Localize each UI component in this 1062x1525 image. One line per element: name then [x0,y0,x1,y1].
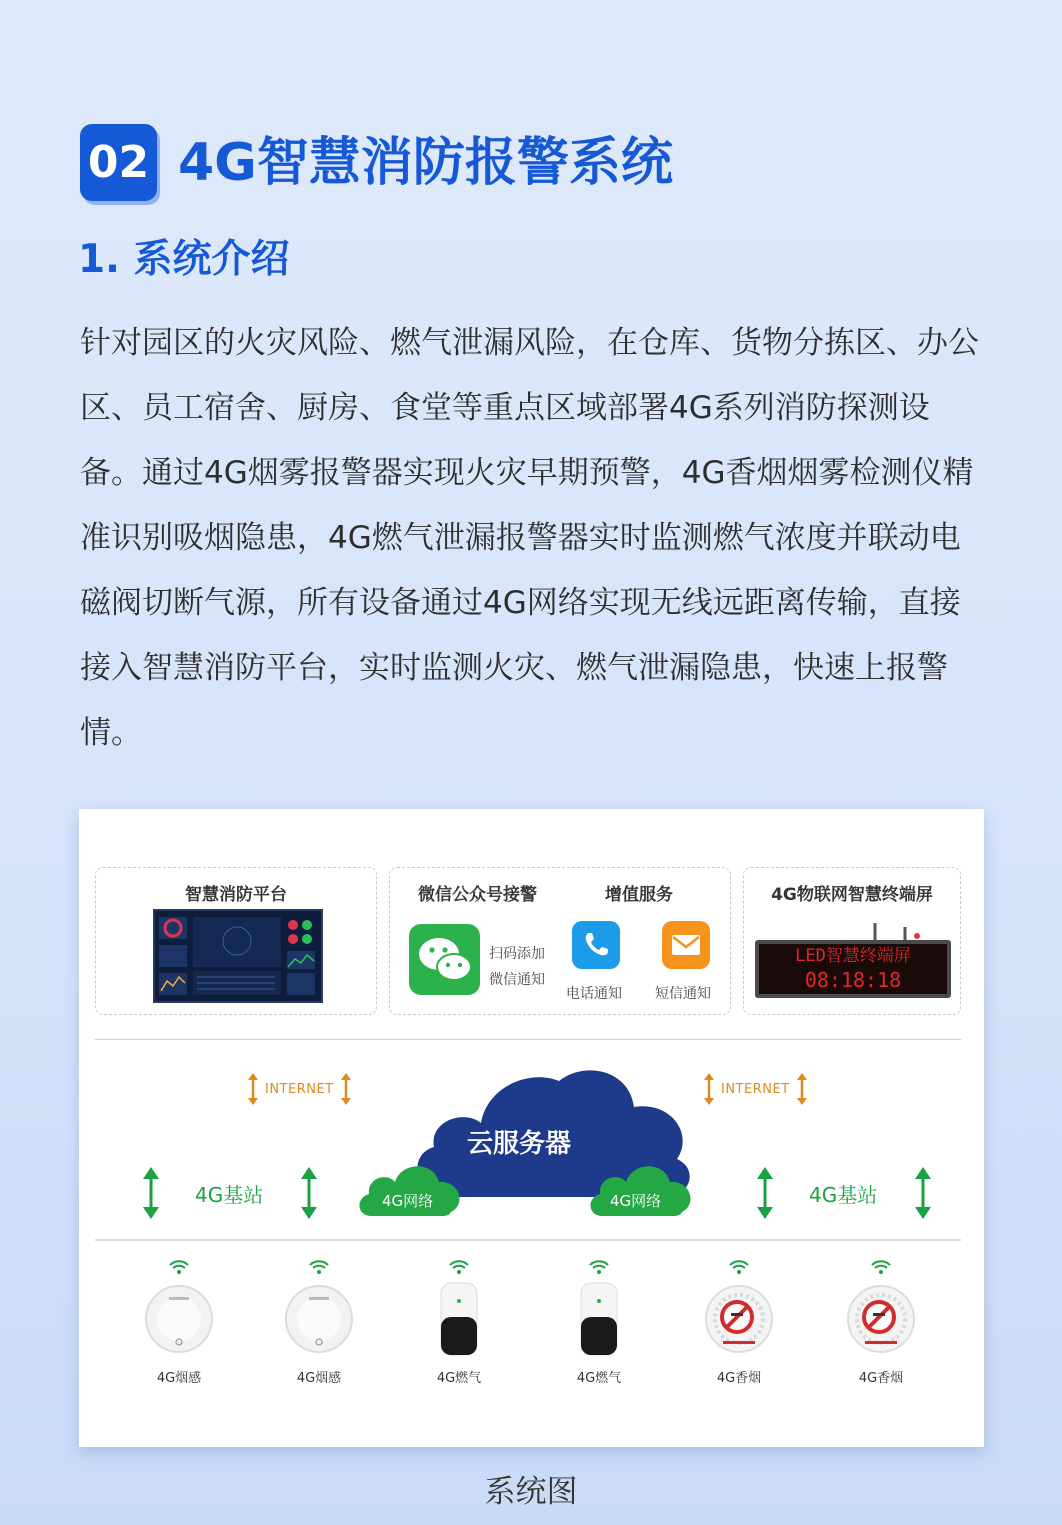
device-smoke-sensor [259,1259,379,1386]
led-display [755,940,951,998]
device-label: 4G烟感 [296,1371,342,1386]
cig-detector-icon [821,1279,941,1359]
internet-link-right [703,1071,808,1107]
page-title: 4G智慧消防报警系统 [178,133,673,193]
intro-paragraph: 针对园区的火灾风险、燃气泄漏风险，在仓库、货物分拣区、办公区、员工宿舍、厨房、食堂等重点区域部署4G系列消防探测设备。通过4G烟雾报警器实现火灾早期预警，4G香烟烟雾检测仪精准识别吸烟隐患，4G燃气泄漏报警器实时监测燃气浓度并联动电磁阀切断气源，所有设备通过4G网络实现无线远距离传输，直接接入智慧消防平台，实时监测火灾、燃气泄漏隐患，快速上报警情。 [80,325,979,751]
smoke-detector-icon [119,1279,239,1359]
orange-double-arrow-icon [796,1071,808,1107]
gas-detector-icon [399,1279,519,1359]
device-gas-sensor [539,1259,659,1386]
internet-link-left [247,1071,352,1107]
led-screen-title: 4G物联网智慧终端屏 [771,885,933,905]
device-gas-sensor [399,1259,519,1386]
wifi-signal-icon [119,1259,239,1279]
orange-divider [95,1039,961,1040]
section-number-badge: 02 [80,124,157,201]
green-double-arrow-icon [141,1165,161,1221]
value-service-title: 增值服务 [605,885,673,905]
figure-caption: 系统图 [484,1474,578,1510]
wechat-desc-line1: 扫码添加 [489,946,545,962]
internet-label-left: INTERNET [265,1081,334,1097]
base-station-right [755,1165,933,1221]
phone-icon [572,921,620,969]
smoke-detector-icon [259,1279,379,1359]
device-label: 4G燃气 [436,1371,482,1386]
led-line-1: LED智慧终端屏 [795,946,911,966]
section-heading: 1. 系统介绍 [78,237,290,282]
4g-network-label-right: 4G网络 [610,1192,662,1210]
device-label: 4G香烟 [858,1371,904,1386]
green-double-arrow-icon [755,1165,775,1221]
wifi-signal-icon [679,1259,799,1279]
platform-title: 智慧消防平台 [185,885,287,905]
device-smoke-sensor [119,1259,239,1386]
sms-label: 短信通知 [655,986,711,1002]
led-line-2: 08:18:18 [804,968,902,992]
dashboard-screenshot [153,909,323,1003]
base-station-left [141,1165,319,1221]
wechat-title: 微信公众号接警 [418,885,537,905]
internet-label-right: INTERNET [721,1081,790,1097]
base-station-label-left: 4G基站 [195,1182,264,1207]
device-cig-sensor [821,1259,941,1386]
cig-detector-icon [679,1279,799,1359]
wifi-signal-icon [259,1259,379,1279]
orange-double-arrow-icon [703,1071,715,1107]
wifi-signal-icon [539,1259,659,1279]
device-label: 4G烟感 [156,1371,202,1386]
orange-double-arrow-icon [340,1071,352,1107]
led-antenna-icon [755,921,951,941]
gray-divider [95,1239,961,1241]
base-station-label-right: 4G基站 [809,1182,878,1207]
system-diagram [79,809,984,1447]
phone-label: 电话通知 [566,986,622,1002]
device-label: 4G香烟 [716,1371,762,1386]
green-cloud-right-icon [586,1154,698,1222]
sms-icon [662,921,710,969]
gas-detector-icon [539,1279,659,1359]
orange-double-arrow-icon [247,1071,259,1107]
wifi-signal-icon [399,1259,519,1279]
cloud-server-label: 云服务器 [467,1129,572,1159]
device-label: 4G燃气 [576,1371,622,1386]
wechat-desc-line2: 微信通知 [489,972,545,988]
green-double-arrow-icon [913,1165,933,1221]
wechat-icon [409,924,480,995]
green-cloud-left-icon [355,1154,467,1222]
4g-network-label-left: 4G网络 [382,1192,434,1210]
green-double-arrow-icon [299,1165,319,1221]
device-cig-sensor [679,1259,799,1386]
wifi-signal-icon [821,1259,941,1279]
